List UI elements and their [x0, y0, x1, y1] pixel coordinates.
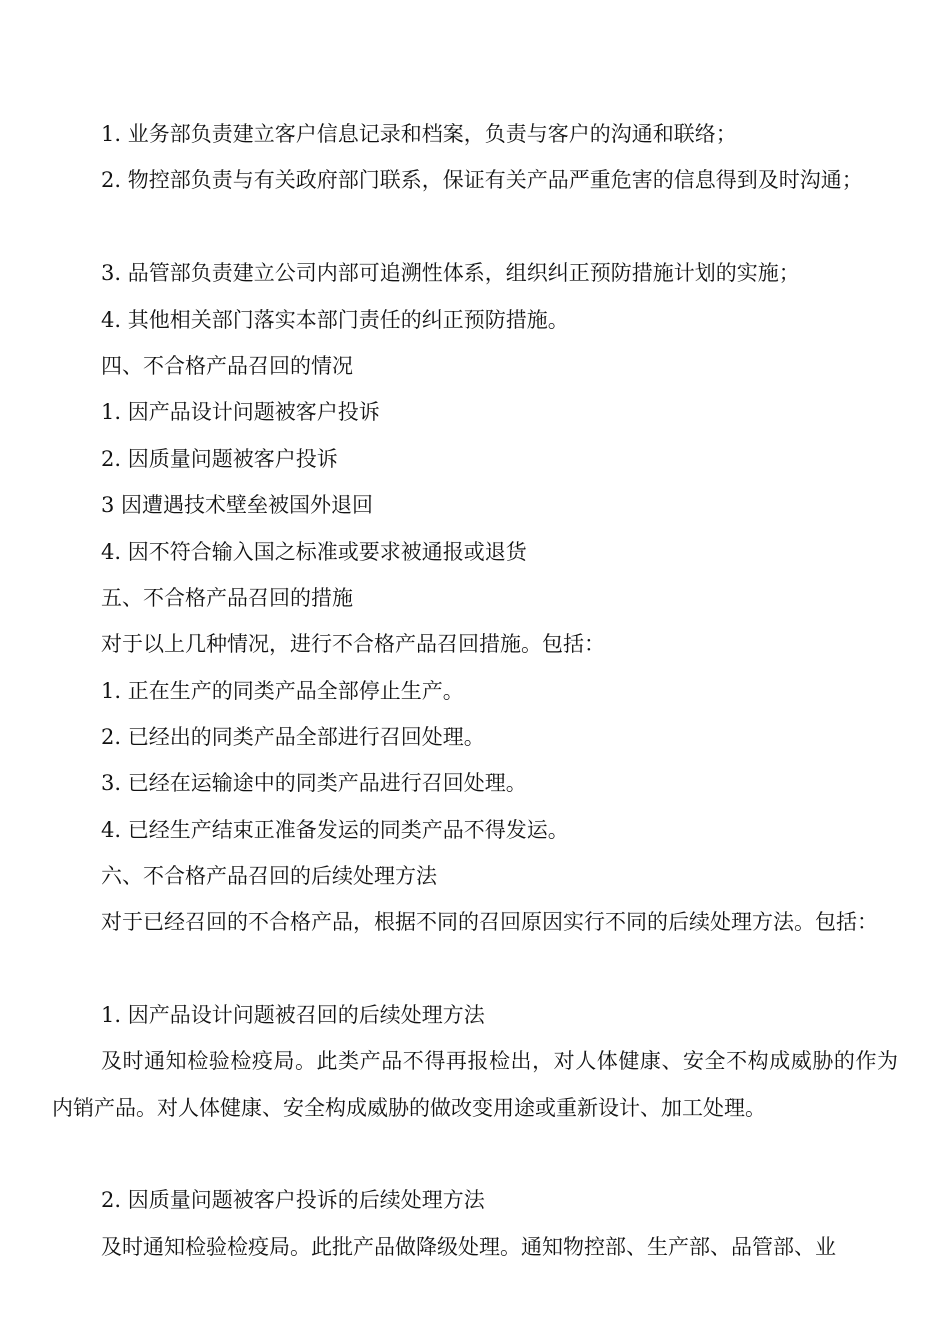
list-item-quality-complaint: 2. 因质量问题被客户投诉 [101, 447, 338, 471]
list-item-no-dispatch: 4. 已经生产结束正准备发运的同类产品不得发运。 [101, 818, 569, 842]
section-heading-recall-measures: 五、不合格产品召回的措施 [101, 586, 353, 610]
subheading-design-recall: 1. 因产品设计问题被召回的后续处理方法 [101, 1003, 485, 1027]
paragraph-quality-complaint-handling: 及时通知检验检疫局。此批产品做降级处理。通知物控部、生产部、品管部、业 [101, 1235, 836, 1259]
paragraph-business-dept: 1. 业务部负责建立客户信息记录和档案，负责与客户的沟通和联络； [101, 122, 737, 146]
section-heading-follow-up: 六、不合格产品召回的后续处理方法 [101, 864, 437, 888]
paragraph-measures-intro: 对于以上几种情况，进行不合格产品召回措施。包括： [101, 632, 605, 656]
section-heading-recall-situations: 四、不合格产品召回的情况 [101, 354, 353, 378]
paragraph-follow-up-intro: 对于已经召回的不合格产品，根据不同的召回原因实行不同的后续处理方法。包括： [101, 910, 878, 934]
paragraph-design-recall-handling: 及时通知检验检疫局。此类产品不得再报检出，对人体健康、安全不构成威胁的作为内销产品。对人体健康、安全构成威胁的做改变用途或重新设计、加工处理。 [52, 1049, 898, 1120]
paragraph-quality-dept: 3. 品管部负责建立公司内部可追溯性体系，组织纠正预防措施计划的实施； [101, 261, 800, 285]
list-item-stop-production: 1. 正在生产的同类产品全部停止生产。 [101, 679, 464, 703]
list-item-design-complaint: 1. 因产品设计问题被客户投诉 [101, 400, 380, 424]
paragraph-material-control-dept: 2. 物控部负责与有关政府部门联系，保证有关产品严重危害的信息得到及时沟通； [101, 168, 863, 192]
list-item-technical-barrier: 3 因遭遇技术壁垒被国外退回 [101, 493, 374, 517]
paragraph-other-depts: 4. 其他相关部门落实本部门责任的纠正预防措施。 [101, 308, 569, 332]
subheading-quality-complaint: 2. 因质量问题被客户投诉的后续处理方法 [101, 1188, 485, 1212]
list-item-import-standard: 4. 因不符合输入国之标准或要求被通报或退货 [101, 540, 527, 564]
list-item-recall-in-transit: 3. 已经在运输途中的同类产品进行召回处理。 [101, 771, 527, 795]
list-item-recall-shipped: 2. 已经出的同类产品全部进行召回处理。 [101, 725, 485, 749]
